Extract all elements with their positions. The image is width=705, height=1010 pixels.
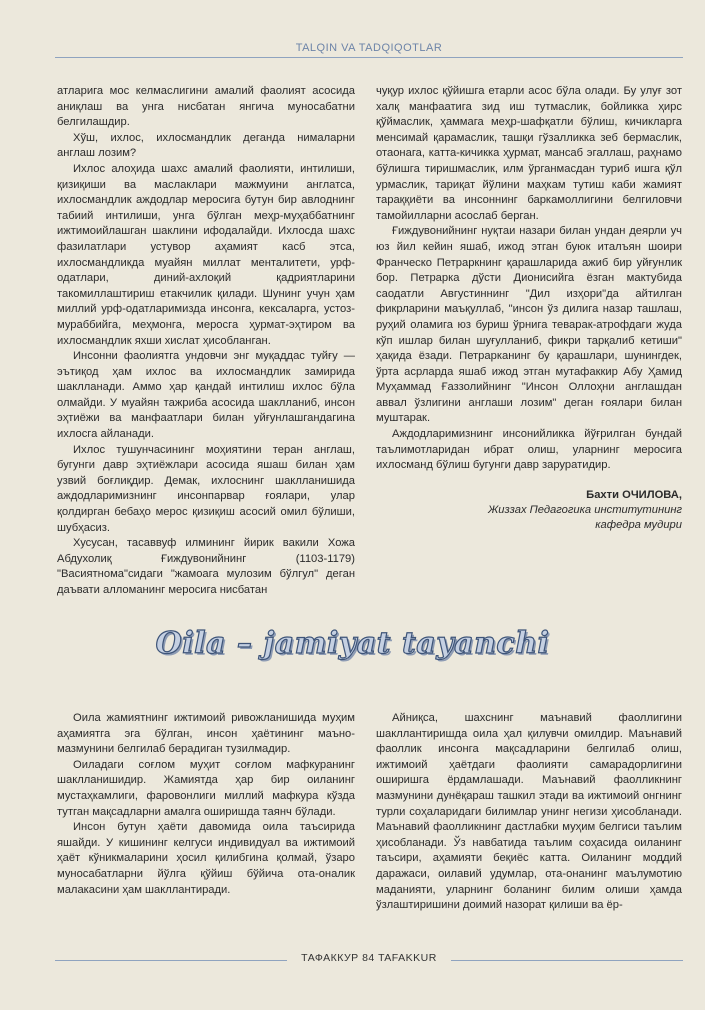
- header-rule: [55, 57, 683, 58]
- paragraph: атларига мос келмаслигини амалий фаолият асосида аниқлаш ва унга нисбатан янгича муносабатни белгилашдир.: [57, 85, 355, 129]
- article-column-right: [376, 84, 682, 533]
- author-affiliation-line2: кафедра мудири: [595, 519, 682, 532]
- paragraph: Ихлос тушунчасининг моҳиятини теран англаш, бугунги давр эҳтиёжлари асосида яшаш билан ҳам узвий боғлиқдир. Демак, ихлоснинг шаклланишида аждодларимизнинг инсонпарвар ғоялари, улар қолдирган бебаҳо мерос қизиқиш асосий омил бўлиши, шубҳасиз.: [57, 443, 355, 534]
- page-footer: [55, 952, 683, 968]
- footer-rule-left: [55, 960, 287, 961]
- paragraph: Инсон бутун ҳаёти давомида оила таъсирида яшайди. У кишининг келгуси индивидуал ва ижтимоий ҳаёт кўникмаларини ҳосил қилибгина қолмай, ўзаро муносабатларни йўлга қўйиш бўйича ота-оналик малакасини ҳам шакллантиради.: [57, 821, 355, 896]
- paragraph: Аждодларимизнинг инсонийликка йўғрилган бундай таълимотларидан ибрат олиш, уларнинг меросига ихлосманд бўлиш бугунги давр заруратидир.: [376, 428, 682, 472]
- paragraph: Оиладаги соғлом муҳит соғлом мафкуранинг шаклланишидир. Жамиятда ҳар бир оиланинг мустаҳкамлиги, фаровонлиги миллий мафкура кўзда тутган мақсадларни амалга оширишда таянч бўлади.: [57, 758, 355, 818]
- footer-text: ТАФАККУР 84 TAFAKKUR: [301, 952, 437, 964]
- section-title-text: Oila – jamiyat tayanchi: [155, 626, 550, 661]
- header-title: TALQIN VA TADQIQOTLAR: [295, 42, 443, 54]
- footer-rule-right: [451, 960, 683, 961]
- paragraph: Ғиждувонийнинг нуқтаи назари билан ундан деярли уч юз йил кейин яшаб, ижод этган буюк италъян шоири Франческо Петраркнинг қарашларида ажиб бир уйғунлик бор. Петрарка дўсти Дионисийга ёзган мактубида саодатли Августиннинг "Дил изҳори"да айтилган фикрларини маъқуллаб, "инсон ўз дилига назар ташлаш, руҳий оламига юз буриш ўрнига теварак-атрофдаги жуда кўп ишлар билан шуғулланиб, фикри тарқалиб кетиши" ҳақида ёзади. Петрарканинг бу қарашлари, шунингдек, ўрта асрларда яшаб ижод этган мутафаккир Абу Ҳамид Муҳаммад Ғаззолийнинг "Инсон Оллоҳни англашдан аввал ўзлигини англаши лозим" деган ғоялари билан муштарак.: [376, 225, 682, 425]
- paragraph: Айниқса, шахснинг маънавий фаоллигини шакллантиришда оила ҳал қилувчи омилдир. Маънавий фаоллик инсонга мақсадларини белгилаб олиш, ижтимоий ҳаётдаги фаолияти самарадорлигини оширишга ёрдамлашади. Маънавий фаолликнинг мазмунини дунёқараш ташкил этади ва ижтимоий онгнинг турли соҳаларидаги билимлар унинг негизи ҳисобланади. Маънавий фаолликнинг дастлабки муҳим белгиси таълим ҳисобланади. Ўз навбатида таълим соҳасида оиланинг таъсири, аҳамияти беқиёс катта. Оиланинг моддий даражаси, оилавий удумлар, ота-онанинг маълумотию маданияти, уларнинг боланинг билим олиши ҳамда ўзлаштиришини доимий назорат қилиши ва ёр-: [376, 712, 682, 912]
- paragraph: Хўш, ихлос, ихлосмандлик деганда нималарни англаш лозим?: [57, 131, 355, 160]
- paragraph: Хусусан, тасаввуф илмининг йирик вакили Хожа Абдухолиқ Ғиждувонийнинг (1103-1179) "Васиятнома"сидаги "жамоага мулозим бўлгул" деган даъвати алломанинг меросига нисбатан: [57, 537, 355, 596]
- author-affiliation-line1: Жиззах Педагогика институтининг: [487, 504, 682, 517]
- paragraph: Инсонни фаолиятга ундовчи энг муқаддас туйғу — эътиқод ҳам ихлос ва ихлосмандлик замирида шаклланади. Аммо ҳар қандай интилиш ихлос бўла олмайди. У муайян тажриба асосида шаклланиб, инсон эҳтиёжи ва манфаатлари билан уйғунлашгандагина ихлосга айланади.: [57, 350, 355, 441]
- paragraph: чуқур ихлос қўйишга етарли асос бўла олади. Бу улуғ зот халқ манфаатига зид иш тутмаслик, бойликка ҳирс қўймаслик, ҳаммага меҳр-шафқатли бўлиш, кичикларга менсимай қарамаслик, ташқи гўзалликка зеб бермаслик, отаонага, катта-кичикка ҳурмат, мансаб эгаллаш, раҳнамо бўлишга тиришмаслик, илм ўрганмасдан туриб ишга қўл урмаслик, тариқат йўлини маҳкам тутиш каби жамият тараққиёти ва инсоннинг баркамоллигини белгиловчи тамойилларни асослаб берган.: [376, 85, 682, 222]
- article-column-left: [57, 84, 355, 599]
- section-column-right: [376, 711, 682, 914]
- author-name: Бахти ОЧИЛОВА,: [586, 488, 682, 501]
- section-title: [0, 626, 705, 676]
- page-header: [55, 38, 683, 58]
- paragraph: Оила жамиятнинг ижтимоий ривожланишида муҳим аҳамиятга эга бўлган, инсон ҳаётининг маъно-мазмунини белгилаб берадиган тузилмадир.: [57, 712, 355, 756]
- section-column-left: [57, 711, 355, 898]
- paragraph: Ихлос алоҳида шахс амалий фаолияти, интилиши, қизиқиши ва маслаклари мажмуини англатса, ихлосмандлик аждодлар меросига бутун бир авлоднинг табиий интилиши, унга бўлган меҳр-муҳаббатнинг ижтимоийлашган шаклини ифодалайди. Ихлосда шахс фазилатлари устувор аҳамият касб этса, ихлосмандликда муайян миллат менталитети, урф-одатлари, диний-ахлоқий қадриятларини такомиллаштириш етакчилик қилади. Шунинг учун ҳам миллий урф-одатларимизда инсонга, кексаларга, устоз-мураббийга, меҳмонга, меросга ҳурмат-эҳтиром ва ихлосмандлик яхши хислат ҳисобланган.: [57, 162, 355, 347]
